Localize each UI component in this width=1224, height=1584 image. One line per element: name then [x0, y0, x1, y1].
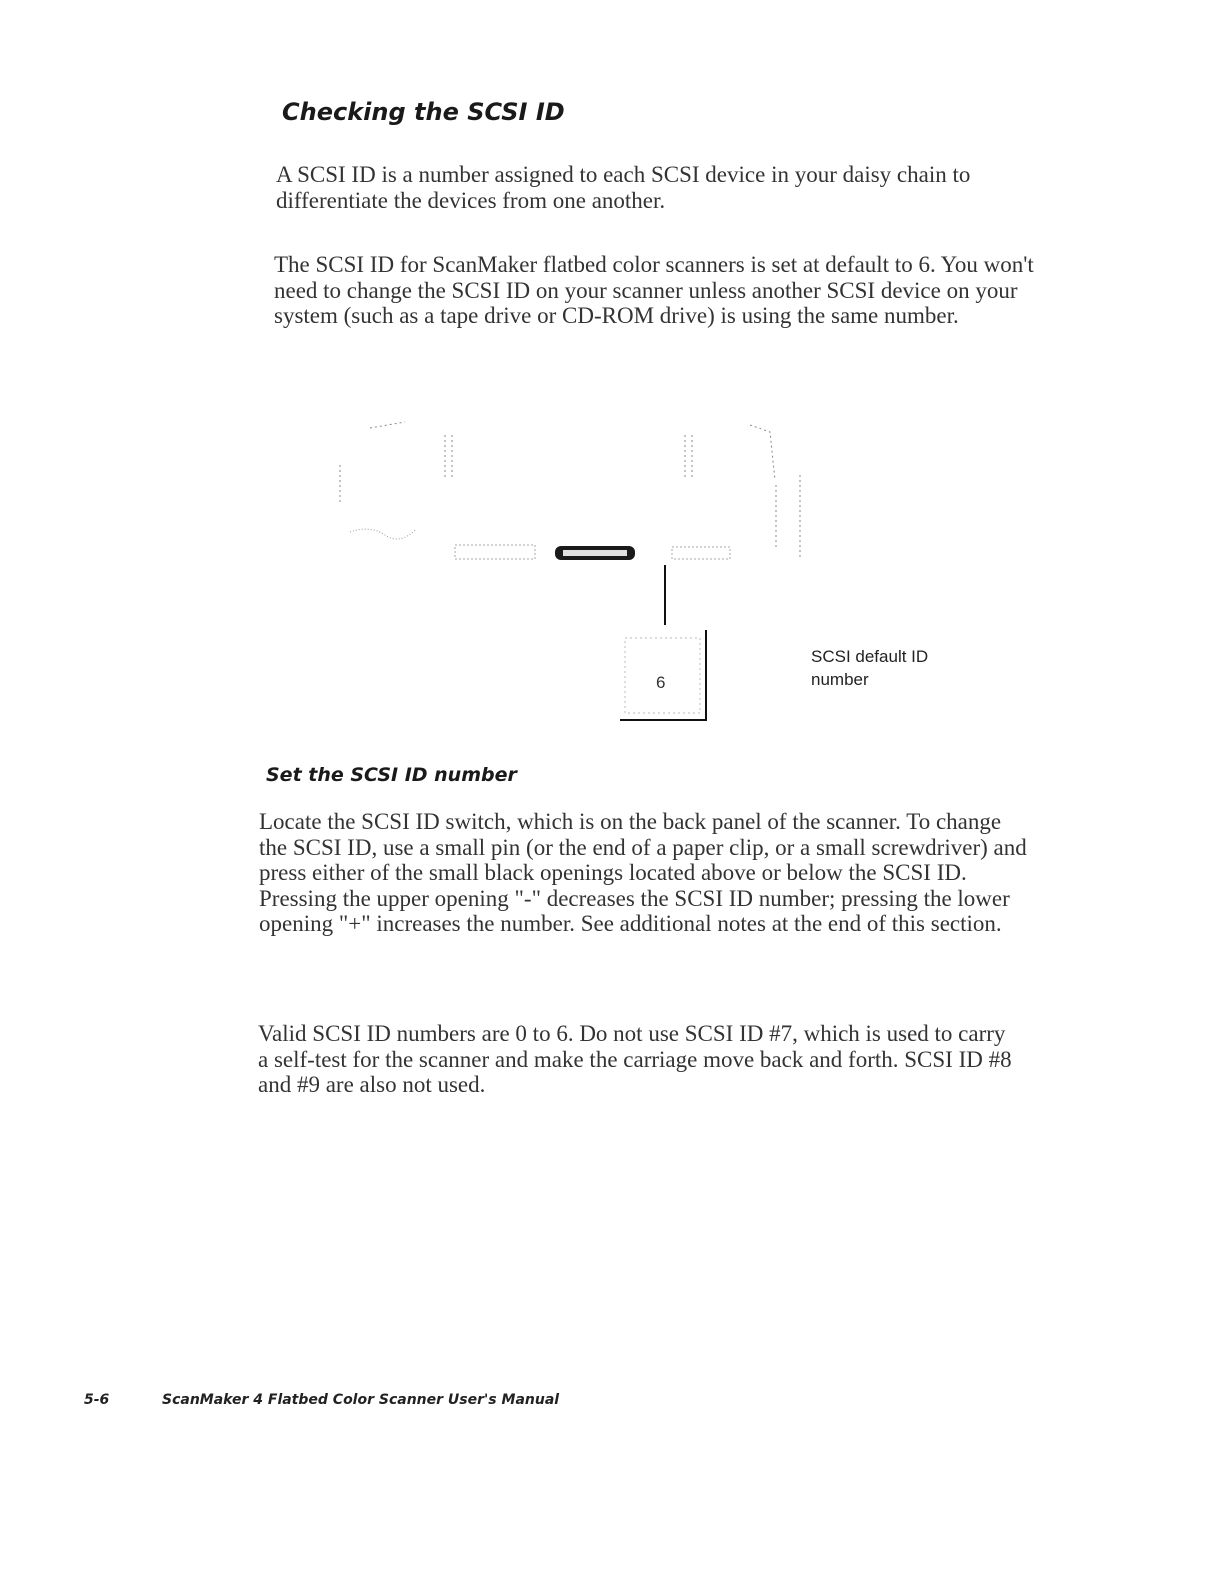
scsi-switch-diagram	[320, 410, 820, 730]
body-paragraph-1: Locate the SCSI ID switch, which is on the back panel of the scanner. To change the SCSI ID, use a small pin (or the end of a paper clip, or a small screwdriver) and press either of the small black openings located above or below the SCSI ID. Pressing the upper opening "-" decreases the SCSI ID number; pressing the lower opening "+" increases the number. See additional notes at the end of this section.	[259, 809, 1027, 936]
section-subheading: Set the SCSI ID number	[266, 764, 517, 786]
intro-paragraph-2: The SCSI ID for ScanMaker flatbed color scanners is set at default to 6. You won't need to change the SCSI ID on your scanner unless another SCSI device on your system (such as a tape drive or CD-ROM drive) is using the same number.	[274, 252, 1034, 328]
footer-page-number: 5-6	[84, 1392, 110, 1408]
figure-caption: SCSI default ID number	[811, 647, 929, 689]
connector-row	[350, 529, 730, 560]
scanner-back-panel-outline	[340, 422, 800, 560]
page-title: Checking the SCSI ID	[282, 98, 565, 126]
footer-manual-title: ScanMaker 4 Flatbed Color Scanner User's Manual	[162, 1392, 560, 1408]
body-paragraph-2: Valid SCSI ID numbers are 0 to 6. Do not use SCSI ID #7, which is used to carry a self-test for the scanner and make the carriage move back and forth. SCSI ID #8 and #9 are also not used.	[258, 1021, 1012, 1097]
scsi-id-switch	[620, 630, 706, 720]
intro-paragraph-1: A SCSI ID is a number assigned to each SCSI device in your daisy chain to differentiate the devices from one another.	[276, 162, 971, 213]
switch-value: 6	[656, 673, 666, 692]
